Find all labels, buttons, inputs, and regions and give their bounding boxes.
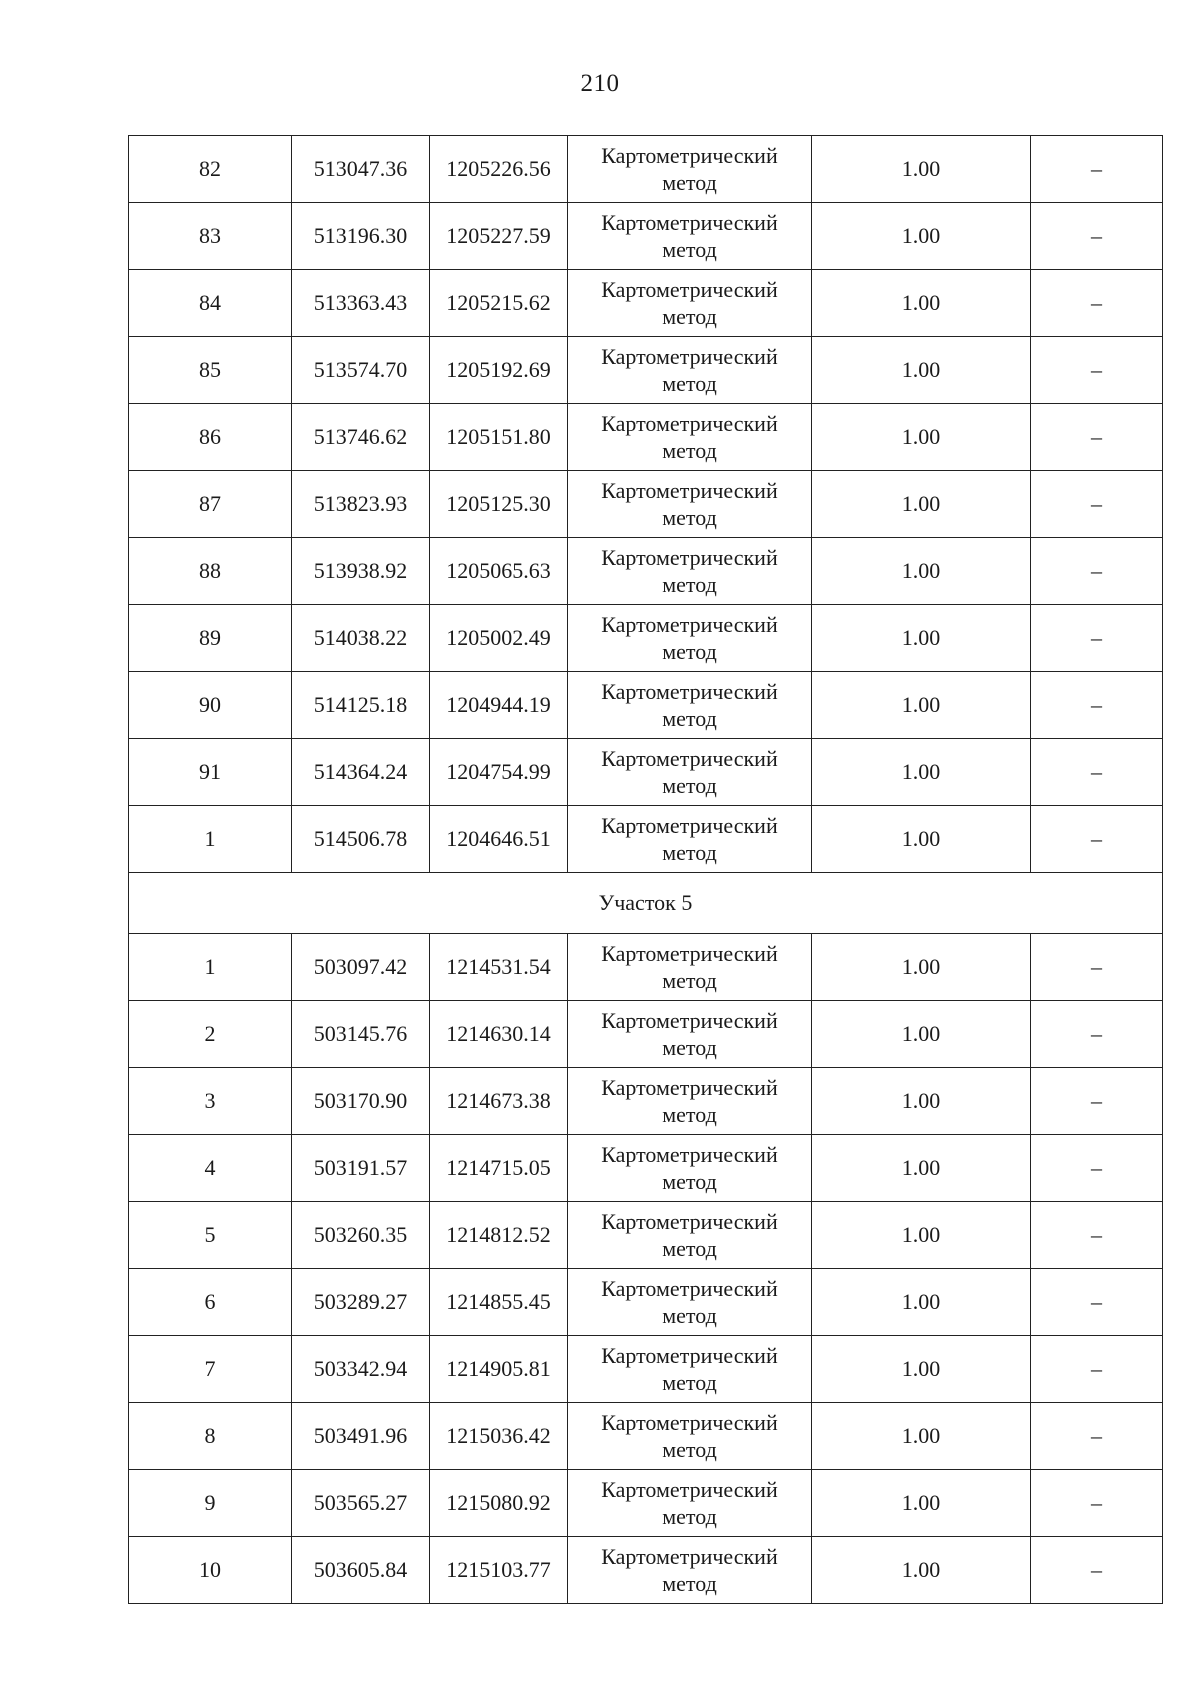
method-line-1: Картометрический (601, 1142, 778, 1167)
point-number-cell: 8 (129, 1403, 292, 1470)
note-cell: – (1031, 270, 1163, 337)
method-line-2: метод (662, 1437, 717, 1462)
table-row (129, 1068, 1163, 1135)
table-row (129, 404, 1163, 471)
method-line-2: метод (662, 1571, 717, 1596)
method-line-1: Картометрический (601, 1477, 778, 1502)
table-row (129, 1403, 1163, 1470)
method-line-2: метод (662, 1035, 717, 1060)
note-cell: – (1031, 672, 1163, 739)
method-line-1: Картометрический (601, 545, 778, 570)
table-row (129, 538, 1163, 605)
method-line-1: Картометрический (601, 679, 778, 704)
method-cell (568, 739, 812, 806)
x-coordinate-cell: 503491.96 (292, 1403, 430, 1470)
note-cell: – (1031, 337, 1163, 404)
point-number-cell: 84 (129, 270, 292, 337)
accuracy-cell: 1.00 (812, 806, 1031, 873)
accuracy-cell: 1.00 (812, 934, 1031, 1001)
method-cell (568, 203, 812, 270)
method-cell (568, 404, 812, 471)
note-cell: – (1031, 934, 1163, 1001)
x-coordinate-cell: 514364.24 (292, 739, 430, 806)
method-line-2: метод (662, 505, 717, 530)
section-header-group (129, 873, 1163, 934)
method-cell (568, 672, 812, 739)
accuracy-cell: 1.00 (812, 1135, 1031, 1202)
method-line-2: метод (662, 773, 717, 798)
method-line-1: Картометрический (601, 1276, 778, 1301)
point-number-cell: 83 (129, 203, 292, 270)
x-coordinate-cell: 514506.78 (292, 806, 430, 873)
table-row (129, 1001, 1163, 1068)
point-number-cell: 87 (129, 471, 292, 538)
method-line-2: метод (662, 1504, 717, 1529)
note-cell: – (1031, 1202, 1163, 1269)
accuracy-cell: 1.00 (812, 1202, 1031, 1269)
method-line-2: метод (662, 840, 717, 865)
method-line-2: метод (662, 572, 717, 597)
x-coordinate-cell: 513746.62 (292, 404, 430, 471)
note-cell: – (1031, 471, 1163, 538)
accuracy-cell: 1.00 (812, 672, 1031, 739)
accuracy-cell: 1.00 (812, 1403, 1031, 1470)
method-line-1: Картометрический (601, 344, 778, 369)
y-coordinate-cell: 1205227.59 (430, 203, 568, 270)
table-row (129, 136, 1163, 203)
x-coordinate-cell: 503097.42 (292, 934, 430, 1001)
accuracy-cell: 1.00 (812, 1269, 1031, 1336)
method-line-1: Картометрический (601, 1075, 778, 1100)
x-coordinate-cell: 513363.43 (292, 270, 430, 337)
accuracy-cell: 1.00 (812, 538, 1031, 605)
y-coordinate-cell: 1204754.99 (430, 739, 568, 806)
x-coordinate-cell: 513938.92 (292, 538, 430, 605)
note-cell: – (1031, 203, 1163, 270)
method-line-1: Картометрический (601, 411, 778, 436)
table-row (129, 605, 1163, 672)
point-number-cell: 2 (129, 1001, 292, 1068)
y-coordinate-cell: 1205125.30 (430, 471, 568, 538)
point-number-cell: 7 (129, 1336, 292, 1403)
accuracy-cell: 1.00 (812, 1470, 1031, 1537)
note-cell: – (1031, 806, 1163, 873)
method-cell (568, 934, 812, 1001)
method-line-2: метод (662, 438, 717, 463)
accuracy-cell: 1.00 (812, 1068, 1031, 1135)
coordinates-table (128, 135, 1163, 1604)
note-cell: – (1031, 1336, 1163, 1403)
table-row (129, 471, 1163, 538)
y-coordinate-cell: 1214673.38 (430, 1068, 568, 1135)
x-coordinate-cell: 514038.22 (292, 605, 430, 672)
x-coordinate-cell: 503605.84 (292, 1537, 430, 1604)
method-line-1: Картометрический (601, 612, 778, 637)
y-coordinate-cell: 1205215.62 (430, 270, 568, 337)
point-number-cell: 90 (129, 672, 292, 739)
method-cell (568, 1269, 812, 1336)
accuracy-cell: 1.00 (812, 605, 1031, 672)
x-coordinate-cell: 514125.18 (292, 672, 430, 739)
point-number-cell: 91 (129, 739, 292, 806)
note-cell: – (1031, 605, 1163, 672)
x-coordinate-cell: 503289.27 (292, 1269, 430, 1336)
table-body-part-b (129, 934, 1163, 1604)
method-cell (568, 1470, 812, 1537)
page-number: 210 (580, 70, 620, 97)
method-cell (568, 1001, 812, 1068)
method-line-1: Картометрический (601, 1410, 778, 1435)
table-row (129, 1269, 1163, 1336)
method-cell (568, 1202, 812, 1269)
method-line-1: Картометрический (601, 1343, 778, 1368)
method-line-2: метод (662, 1370, 717, 1395)
method-line-1: Картометрический (601, 941, 778, 966)
table-row (129, 203, 1163, 270)
accuracy-cell: 1.00 (812, 337, 1031, 404)
point-number-cell: 86 (129, 404, 292, 471)
point-number-cell: 89 (129, 605, 292, 672)
y-coordinate-cell: 1214905.81 (430, 1336, 568, 1403)
y-coordinate-cell: 1214715.05 (430, 1135, 568, 1202)
point-number-cell: 4 (129, 1135, 292, 1202)
method-cell (568, 1403, 812, 1470)
table-row (129, 1135, 1163, 1202)
section-title: Участок 5 (129, 873, 1163, 934)
method-line-1: Картометрический (601, 813, 778, 838)
method-line-1: Картометрический (601, 143, 778, 168)
note-cell: – (1031, 404, 1163, 471)
point-number-cell: 88 (129, 538, 292, 605)
method-cell (568, 471, 812, 538)
method-line-2: метод (662, 371, 717, 396)
note-cell: – (1031, 1068, 1163, 1135)
note-cell: – (1031, 1470, 1163, 1537)
method-line-1: Картометрический (601, 1209, 778, 1234)
note-cell: – (1031, 1403, 1163, 1470)
y-coordinate-cell: 1205226.56 (430, 136, 568, 203)
x-coordinate-cell: 513196.30 (292, 203, 430, 270)
table-row (129, 672, 1163, 739)
table-row (129, 806, 1163, 873)
table-row (129, 1336, 1163, 1403)
accuracy-cell: 1.00 (812, 739, 1031, 806)
x-coordinate-cell: 503191.57 (292, 1135, 430, 1202)
y-coordinate-cell: 1214812.52 (430, 1202, 568, 1269)
method-line-2: метод (662, 1169, 717, 1194)
point-number-cell: 10 (129, 1537, 292, 1604)
note-cell: – (1031, 1269, 1163, 1336)
method-line-2: метод (662, 1236, 717, 1261)
point-number-cell: 1 (129, 934, 292, 1001)
point-number-cell: 85 (129, 337, 292, 404)
method-cell (568, 806, 812, 873)
y-coordinate-cell: 1215103.77 (430, 1537, 568, 1604)
accuracy-cell: 1.00 (812, 471, 1031, 538)
note-cell: – (1031, 739, 1163, 806)
note-cell: – (1031, 538, 1163, 605)
y-coordinate-cell: 1215036.42 (430, 1403, 568, 1470)
method-cell (568, 1135, 812, 1202)
note-cell: – (1031, 136, 1163, 203)
method-line-2: метод (662, 237, 717, 262)
method-line-1: Картометрический (601, 478, 778, 503)
accuracy-cell: 1.00 (812, 404, 1031, 471)
table-row (129, 337, 1163, 404)
point-number-cell: 6 (129, 1269, 292, 1336)
x-coordinate-cell: 503565.27 (292, 1470, 430, 1537)
y-coordinate-cell: 1205192.69 (430, 337, 568, 404)
method-line-2: метод (662, 304, 717, 329)
y-coordinate-cell: 1205065.63 (430, 538, 568, 605)
accuracy-cell: 1.00 (812, 1336, 1031, 1403)
note-cell: – (1031, 1135, 1163, 1202)
method-line-2: метод (662, 968, 717, 993)
point-number-cell: 5 (129, 1202, 292, 1269)
point-number-cell: 82 (129, 136, 292, 203)
method-line-2: метод (662, 1303, 717, 1328)
method-line-1: Картометрический (601, 1008, 778, 1033)
table-row (129, 1470, 1163, 1537)
y-coordinate-cell: 1204646.51 (430, 806, 568, 873)
y-coordinate-cell: 1205002.49 (430, 605, 568, 672)
x-coordinate-cell: 503145.76 (292, 1001, 430, 1068)
method-cell (568, 136, 812, 203)
x-coordinate-cell: 513574.70 (292, 337, 430, 404)
y-coordinate-cell: 1215080.92 (430, 1470, 568, 1537)
method-line-2: метод (662, 170, 717, 195)
y-coordinate-cell: 1214855.45 (430, 1269, 568, 1336)
method-cell (568, 538, 812, 605)
table-body-part-a (129, 136, 1163, 873)
accuracy-cell: 1.00 (812, 136, 1031, 203)
note-cell: – (1031, 1001, 1163, 1068)
x-coordinate-cell: 513047.36 (292, 136, 430, 203)
method-cell (568, 1537, 812, 1604)
accuracy-cell: 1.00 (812, 270, 1031, 337)
method-cell (568, 1068, 812, 1135)
method-line-1: Картометрический (601, 1544, 778, 1569)
method-cell (568, 337, 812, 404)
table-row (129, 934, 1163, 1001)
section-row (129, 873, 1163, 934)
method-line-2: метод (662, 639, 717, 664)
point-number-cell: 1 (129, 806, 292, 873)
x-coordinate-cell: 503170.90 (292, 1068, 430, 1135)
method-line-1: Картометрический (601, 746, 778, 771)
point-number-cell: 3 (129, 1068, 292, 1135)
method-cell (568, 270, 812, 337)
x-coordinate-cell: 503260.35 (292, 1202, 430, 1269)
x-coordinate-cell: 513823.93 (292, 471, 430, 538)
table-row (129, 1537, 1163, 1604)
y-coordinate-cell: 1204944.19 (430, 672, 568, 739)
method-cell (568, 605, 812, 672)
note-cell: – (1031, 1537, 1163, 1604)
accuracy-cell: 1.00 (812, 1537, 1031, 1604)
method-line-1: Картометрический (601, 277, 778, 302)
accuracy-cell: 1.00 (812, 203, 1031, 270)
table-row (129, 1202, 1163, 1269)
x-coordinate-cell: 503342.94 (292, 1336, 430, 1403)
y-coordinate-cell: 1214630.14 (430, 1001, 568, 1068)
point-number-cell: 9 (129, 1470, 292, 1537)
method-line-2: метод (662, 1102, 717, 1127)
method-line-2: метод (662, 706, 717, 731)
accuracy-cell: 1.00 (812, 1001, 1031, 1068)
table-row (129, 270, 1163, 337)
method-cell (568, 1336, 812, 1403)
method-line-1: Картометрический (601, 210, 778, 235)
y-coordinate-cell: 1205151.80 (430, 404, 568, 471)
table-row (129, 739, 1163, 806)
y-coordinate-cell: 1214531.54 (430, 934, 568, 1001)
